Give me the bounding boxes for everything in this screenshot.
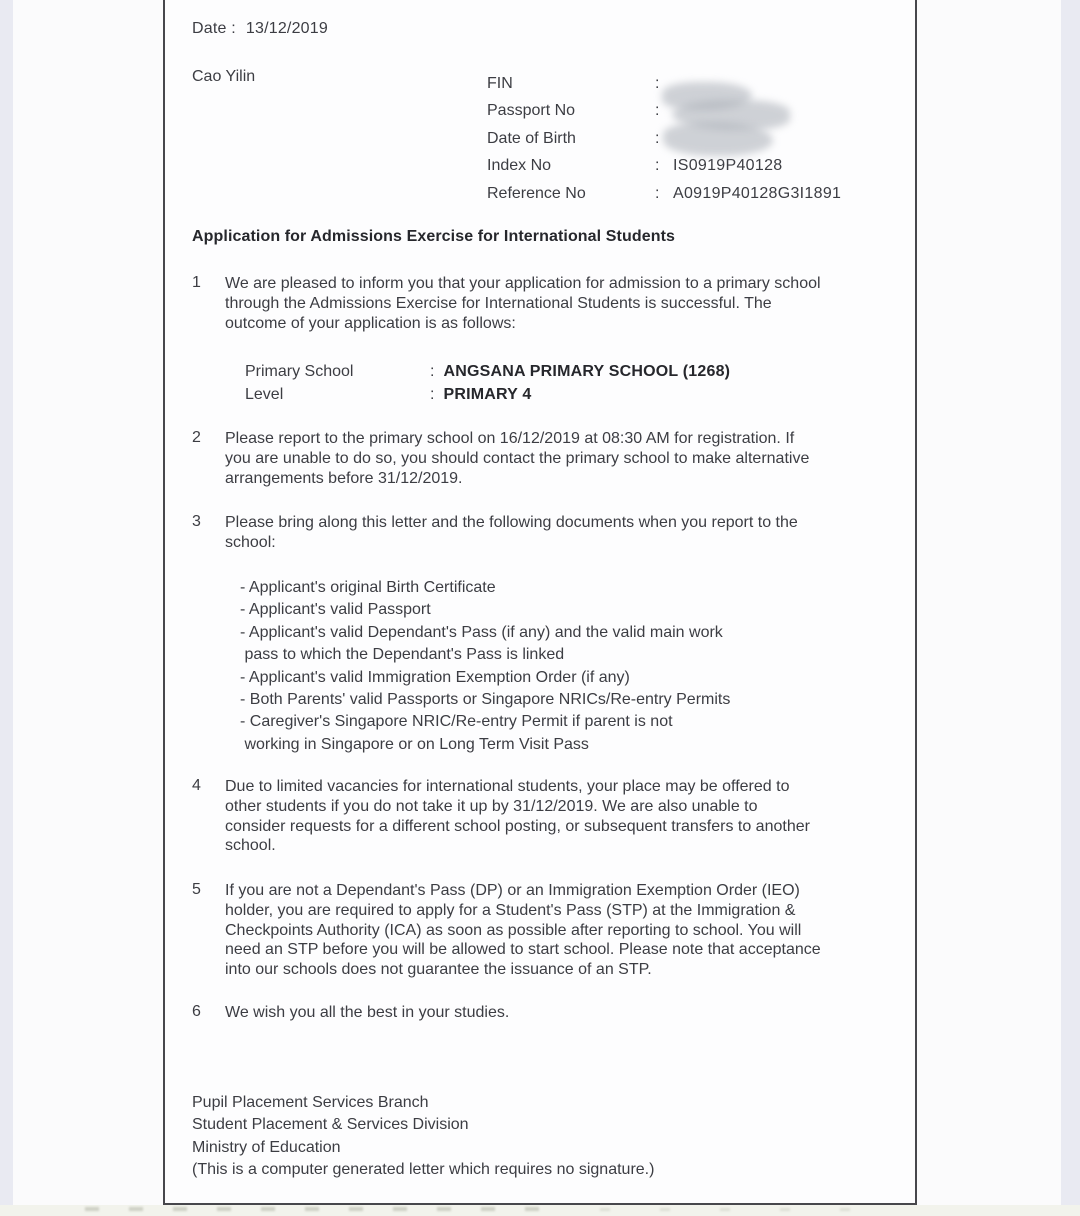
- left-margin-strip: [0, 0, 13, 1216]
- signature-line: Pupil Placement Services Branch: [192, 1094, 429, 1111]
- cutoff-text-artifact: [600, 1208, 860, 1211]
- school-result-block: [245, 360, 730, 406]
- document-item: - Applicant's valid Dependant's Pass (if any) and the valid main work: [240, 623, 723, 641]
- paragraph-lines: [225, 274, 915, 333]
- document-item: working in Singapore or on Long Term Visit Pass: [240, 735, 589, 753]
- info-label: Index No: [487, 157, 552, 175]
- letter-page: [163, 0, 917, 1205]
- info-colon: :: [655, 184, 660, 202]
- date-label: Date :: [192, 20, 236, 37]
- document-item: - Applicant's valid Passport: [240, 601, 431, 619]
- paragraph-lines: [225, 777, 915, 856]
- info-colon: :: [655, 129, 660, 147]
- document-item: pass to which the Dependant's Pass is linked: [240, 646, 565, 664]
- info-label: Reference No: [487, 184, 586, 202]
- signature-line: Ministry of Education: [192, 1138, 341, 1156]
- info-row: [487, 180, 841, 207]
- paragraph-2: [192, 429, 915, 488]
- info-colon: :: [655, 75, 660, 92]
- school-row: [245, 383, 730, 406]
- paragraph-line: school:: [225, 533, 276, 551]
- date-line: [192, 20, 328, 38]
- school-label: Level: [245, 386, 284, 404]
- paragraph-number: 1: [192, 274, 201, 291]
- school-row: [245, 360, 730, 383]
- info-label: Date of Birth: [487, 129, 576, 147]
- signature-block: [192, 1092, 654, 1182]
- info-label: Passport No: [487, 102, 576, 120]
- paragraph-number: 5: [192, 881, 201, 898]
- paragraph-line: outcome of your application is as follows:: [225, 314, 516, 332]
- info-colon: :: [655, 157, 660, 175]
- signature-line: Student Placement & Services Division: [192, 1116, 469, 1134]
- paragraph-lines: [225, 429, 915, 488]
- info-value: A0919P40128G3I1891: [673, 184, 842, 202]
- paragraph-line: We are pleased to inform you that your application for admission to a primary school: [225, 275, 821, 292]
- paragraph-line: We wish you all the best in your studies.: [225, 1004, 510, 1021]
- paragraph-line: arrangements before 31/12/2019.: [225, 469, 463, 487]
- paragraph-6: [192, 1003, 915, 1023]
- signature-line: (This is a computer generated letter which requires no signature.): [192, 1161, 655, 1179]
- paragraph-lines: [225, 1003, 915, 1023]
- info-label: FIN: [487, 75, 513, 92]
- paragraph-line: Due to limited vacancies for international students, your place may be offered to: [225, 778, 790, 795]
- document-item: - Applicant's original Birth Certificate: [240, 579, 496, 596]
- paragraph-4: [192, 777, 915, 856]
- paragraph-line: If you are not a Dependant's Pass (DP) or an Immigration Exemption Order (IEO): [225, 882, 800, 899]
- right-margin-strip: [1061, 0, 1080, 1216]
- paragraph-line: other students if you do not take it up by 31/12/2019. We are also unable to: [225, 797, 758, 815]
- paragraph-number: 6: [192, 1003, 201, 1020]
- paragraph-line: Please bring along this letter and the following documents when you report to the: [225, 514, 798, 531]
- paragraph-line: school.: [225, 837, 276, 855]
- paragraph-line: Please report to the primary school on 16/12/2019 at 08:30 AM for registration. If: [225, 430, 795, 447]
- paragraph-line: Checkpoints Authority (ICA) as soon as possible after reporting to school. You will: [225, 921, 802, 939]
- paragraph-1: [192, 274, 915, 333]
- info-colon: :: [655, 102, 660, 120]
- paragraph-5: [192, 881, 915, 980]
- next-page-edge: [0, 1205, 1080, 1216]
- paragraph-line: need an STP before you will be allowed to start school. Please note that acceptance: [225, 941, 821, 959]
- paragraph-3: [192, 513, 915, 553]
- redaction-smudges: [658, 76, 808, 160]
- paragraph-line: consider requests for a different school posting, or subsequent transfers to another: [225, 817, 810, 835]
- document-item: - Both Parents' valid Passports or Singapore NRICs/Re-entry Permits: [240, 690, 731, 708]
- paragraph-number: 2: [192, 429, 201, 446]
- paragraph-number: 4: [192, 777, 201, 794]
- paragraph-line: holder, you are required to apply for a Student's Pass (STP) at the Immigration &: [225, 901, 796, 919]
- paragraph-number: 3: [192, 513, 201, 530]
- paragraph-line: you are unable to do so, you should contact the primary school to make alternative: [225, 449, 810, 467]
- paragraph-line: into our schools does not guarantee the issuance of an STP.: [225, 961, 652, 979]
- document-item: - Caregiver's Singapore NRIC/Re-entry Permit if parent is not: [240, 713, 673, 731]
- school-value: PRIMARY 4: [443, 386, 532, 404]
- date-value: 13/12/2019: [245, 20, 328, 37]
- letter-title: Application for Admissions Exercise for International Students: [192, 228, 676, 245]
- paragraph-line: through the Admissions Exercise for International Students is successful. The: [225, 294, 772, 312]
- redaction-smudge-dob: [663, 122, 773, 156]
- school-value: ANGSANA PRIMARY SCHOOL (1268): [443, 363, 731, 380]
- document-item: - Applicant's valid Immigration Exemption Order (if any): [240, 668, 630, 686]
- paragraph-lines: [225, 513, 915, 553]
- info-value: IS0919P40128: [673, 157, 783, 175]
- school-label: Primary School: [245, 363, 354, 380]
- document-checklist: [240, 577, 730, 756]
- school-colon: :: [430, 363, 435, 380]
- recipient-name: Cao Yilin: [192, 68, 256, 85]
- cutoff-text-artifact: [85, 1207, 565, 1211]
- paragraph-lines: [225, 881, 915, 980]
- school-colon: :: [430, 386, 435, 404]
